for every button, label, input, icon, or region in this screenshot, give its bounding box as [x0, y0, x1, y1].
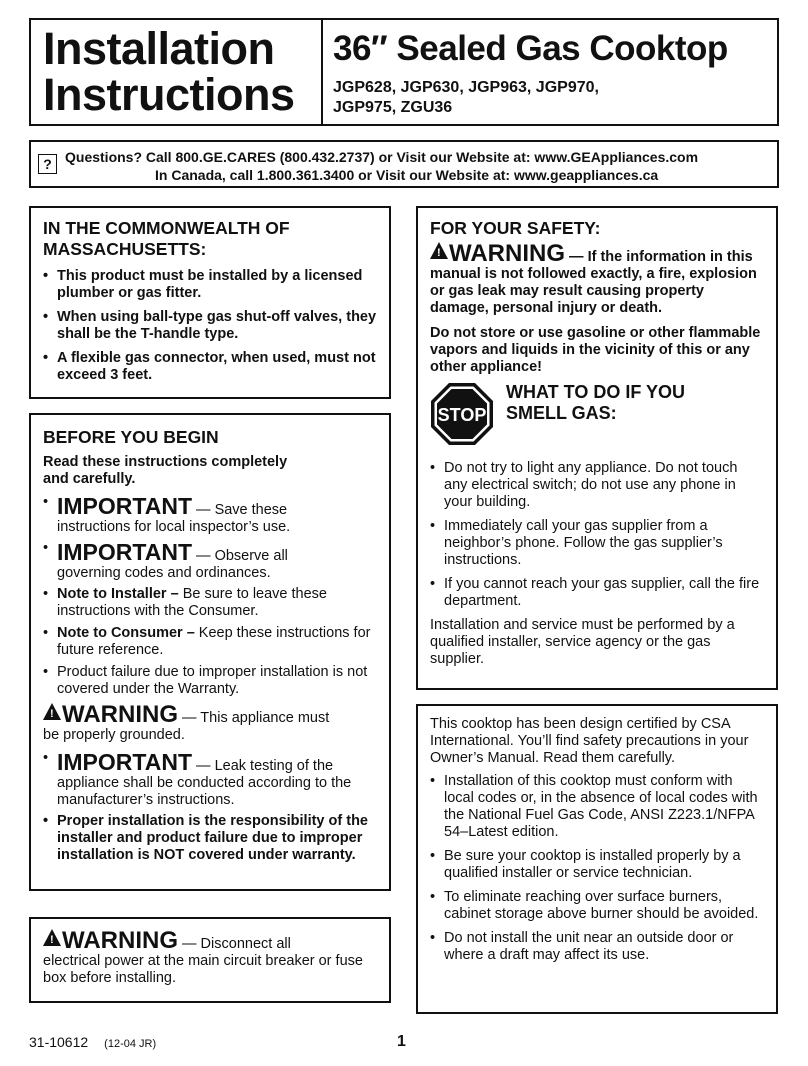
warning-icon — [43, 929, 61, 946]
massachusetts-heading-line-1: IN THE COMMONWEALTH OF — [43, 218, 290, 238]
warning-label: WARNING — [449, 240, 565, 267]
important-leak-item — [43, 750, 377, 809]
before-you-begin-heading: BEFORE YOU BEGIN — [43, 427, 219, 447]
stop-sign-icon — [430, 382, 494, 446]
safety-warning — [430, 240, 764, 317]
warning-text-rest: in this manual is not followed exactly, a fire, explosion or gas leak may result causing property damage, personal injury or death. — [430, 249, 757, 316]
service-text: Installation and service must be performed by a qualified installer, service agency or the gas supplier. — [430, 617, 735, 667]
smell-gas-line-2: SMELL GAS: — [506, 403, 617, 423]
important-label: IMPORTANT — [57, 749, 193, 775]
smell-gas-line-1: WHAT TO DO IF YOU — [506, 382, 685, 402]
safety-heading: FOR YOUR SAFETY: — [430, 218, 601, 238]
important-text: — Leak testing of the — [192, 758, 334, 774]
warning-cont: be properly grounded. — [43, 727, 185, 743]
warning-icon — [43, 703, 61, 720]
massachusetts-box — [29, 206, 391, 399]
before-you-begin-list-2 — [43, 750, 377, 864]
smell-gas-list — [430, 460, 764, 610]
massachusetts-heading-line-2: MASSACHUSETTS: — [43, 239, 207, 259]
smell-gas-title — [506, 382, 685, 424]
no-gasoline-text: Do not store or use gasoline or other flammable vapors and liquids in the vicinity of this or any other appliance! — [430, 325, 761, 375]
important-label: IMPORTANT — [57, 493, 193, 519]
footer-doc-info — [29, 1034, 156, 1050]
list-item: • Installation of this cooktop must conform with local codes or, in the absence of local codes with the National Fuel Gas Code, ANSI Z223.1/NFPA 54–Latest edition. — [430, 773, 764, 841]
warning-cont: electrical power at the main circuit breaker or fuse box before installing. — [43, 953, 363, 986]
note-installer-item — [43, 586, 377, 620]
warning-dash: — — [565, 249, 588, 265]
product-title: 36″ Sealed Gas Cooktop — [333, 29, 728, 68]
read-instructions-text — [43, 454, 377, 488]
contact-bar — [29, 140, 779, 188]
massachusetts-heading — [43, 218, 377, 260]
massachusetts-list — [43, 268, 377, 384]
list-item: • A flexible gas connector, when used, must not exceed 3 feet. — [43, 350, 377, 384]
note-installer-text: Be sure to leave these instructions with the Consumer. — [57, 586, 327, 619]
note-installer-label: Note to Installer – — [57, 586, 179, 602]
warning-icon — [430, 242, 448, 259]
models-line-2: JGP975, ZGU36 — [333, 99, 453, 116]
intro-line-1: Read these instructions completely — [43, 454, 288, 470]
important-cont: instructions for local inspector’s use. — [57, 519, 291, 535]
list-item: • To eliminate reaching over surface burners, cabinet storage above burner should be avoided. — [430, 889, 764, 923]
doc-number: 31-10612 — [29, 1034, 89, 1050]
doc-title — [43, 23, 295, 120]
note-consumer-text: Keep these instructions for future reference. — [57, 625, 371, 658]
intro-line-2: and carefully. — [43, 471, 136, 487]
title-block — [29, 18, 779, 126]
warning-text: — This appliance must — [178, 710, 330, 726]
model-numbers — [333, 78, 753, 118]
list-item: • This product must be installed by a licensed plumber or gas fitter. — [43, 268, 377, 302]
warning-text-start: If the information — [587, 249, 706, 265]
list-item: • Be sure your cooktop is installed properly by a qualified installer or service technician. — [430, 848, 764, 882]
important-label: IMPORTANT — [57, 539, 193, 565]
list-item: • If you cannot reach your gas supplier, call the fire department. — [430, 576, 764, 610]
before-you-begin-box — [29, 413, 391, 891]
csa-list — [430, 773, 764, 964]
proper-installation-item: • Proper installation is the responsibility of the installer and product failure due to improper installation is NOT covered under warranty. — [43, 813, 377, 864]
important-codes-item — [43, 540, 377, 582]
safety-box — [416, 206, 778, 690]
important-text: — Observe all — [192, 548, 288, 564]
contact-canada-line: In Canada, call 1.800.361.3400 or Visit our Website at: www.geappliances.ca — [155, 167, 659, 183]
warning-label: WARNING — [62, 927, 178, 954]
revision-code: (12-04 JR) — [104, 1038, 157, 1050]
note-consumer-label: Note to Consumer – — [57, 625, 195, 641]
question-icon: ? — [38, 154, 57, 174]
list-item: • Do not try to light any appliance. Do not touch any electrical switch; do not use any phone in your building. — [430, 460, 764, 511]
important-cont: governing codes and ordinances. — [57, 565, 271, 581]
list-item: • Do not install the unit near an outside door or where a draft may affect its use. — [430, 930, 764, 964]
page-number: 1 — [397, 1033, 406, 1050]
list-item: • Immediately call your gas supplier from a neighbor’s phone. Follow the gas supplier’s instructions. — [430, 518, 764, 569]
smell-gas-header — [430, 382, 764, 446]
important-cont: appliance shall be conducted according to the manufacturer’s instructions. — [57, 775, 352, 808]
models-line-1: JGP628, JGP630, JGP963, JGP970, — [333, 79, 599, 96]
csa-box — [416, 704, 778, 1014]
title-line-1: Installation — [43, 23, 275, 74]
note-consumer-item — [43, 625, 377, 659]
product-failure-item: • Product failure due to improper installation is not covered under the Warranty. — [43, 664, 377, 698]
important-text: — Save these — [192, 502, 288, 518]
warning-text: — Disconnect all — [178, 936, 291, 952]
csa-intro: This cooktop has been design certified by CSA International. You’ll find safety precautions in your Owner’s Manual. Read them carefully. — [430, 716, 749, 766]
contact-us-line: Questions? Call 800.GE.CARES (800.432.2737) or Visit our Website at: www.GEAppliances.com — [65, 149, 699, 165]
title-line-2: Instructions — [43, 69, 295, 120]
electrical-warning-box — [29, 917, 391, 1003]
header-divider — [321, 20, 323, 124]
grounding-warning — [43, 701, 377, 744]
electrical-warning — [43, 927, 377, 987]
important-save-item — [43, 494, 377, 536]
stop-label: STOP — [437, 405, 487, 425]
before-you-begin-list — [43, 494, 377, 698]
list-item: • When using ball-type gas shut-off valves, they shall be the T-handle type. — [43, 309, 377, 343]
warning-label: WARNING — [62, 701, 178, 728]
